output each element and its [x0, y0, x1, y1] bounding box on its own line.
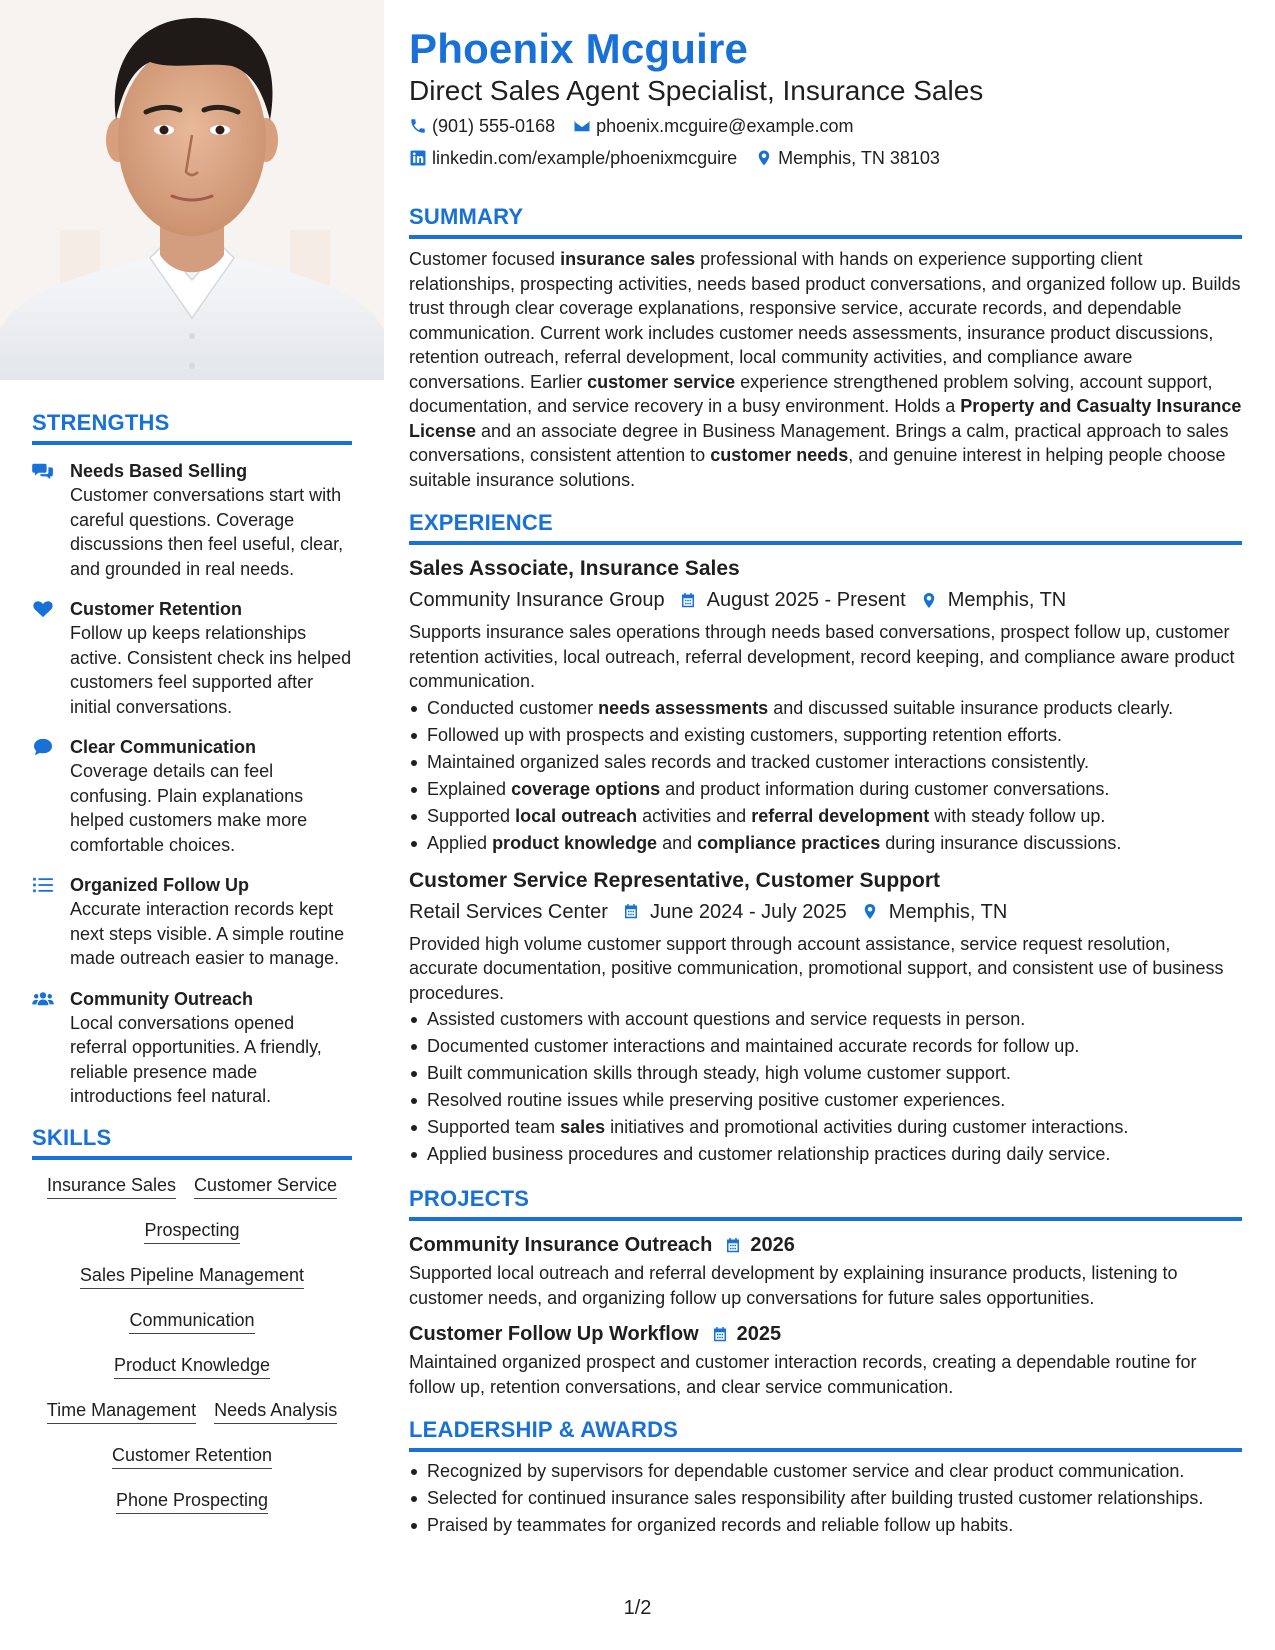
job-entry: [409, 555, 1242, 857]
list-item: Applied business procedures and customer relationship practices during daily service.: [409, 1141, 1242, 1168]
envelope-icon: [573, 117, 591, 135]
strength-title: Clear Communication: [70, 737, 257, 757]
strength-description: Accurate interaction records kept next steps visible. A simple routine made outreach easier to manage.: [70, 899, 345, 968]
job-entry: [409, 867, 1242, 1169]
main-content: [409, 24, 1242, 1539]
summary-section: [409, 204, 1242, 492]
skill-tag: Insurance Sales: [47, 1174, 176, 1199]
list-item: Resolved routine issues while preserving positive customer experiences.: [409, 1087, 1242, 1114]
list-item: Supported local outreach activities and referral development with steady follow up.: [409, 803, 1242, 830]
contact-row: [409, 114, 1242, 138]
project-entry: [409, 1320, 1242, 1399]
project-title-row: [409, 1231, 1242, 1259]
list-item: Conducted customer needs assessments and discussed suitable insurance products clearly.: [409, 695, 1242, 722]
project-title: Community Insurance Outreach: [409, 1234, 713, 1256]
strength-item: [32, 987, 352, 1109]
list-item: Selected for continued insurance sales responsibility after building trusted customer relationships.: [409, 1485, 1242, 1512]
strength-item: [32, 873, 352, 971]
job-meta: [409, 898, 1242, 926]
strength-title: Customer Retention: [70, 599, 243, 619]
list-item: Built communication skills through steady, high volume customer support.: [409, 1060, 1242, 1087]
project-year: 2026: [750, 1234, 795, 1256]
location-text: Memphis, TN 38103: [778, 148, 940, 168]
job-location: Memphis, TN: [888, 900, 1008, 923]
skill-tag: Customer Service: [194, 1174, 337, 1199]
skills-list: [32, 1174, 352, 1534]
strength-item: [32, 597, 352, 719]
awards-list: [409, 1458, 1242, 1539]
skill-tag: Sales Pipeline Management: [80, 1264, 304, 1289]
awards-heading: LEADERSHIP & AWARDS: [409, 1417, 679, 1442]
job-dates: June 2024 - July 2025: [649, 900, 847, 923]
job-description: Supports insurance sales operations through needs based conversations, prospect follow up, customer retention activities, local outreach, referral development, record keeping, and compliance aware product communication.: [409, 622, 1235, 691]
job-bullets: [409, 1006, 1242, 1168]
contact-row: [409, 146, 1242, 170]
job-description: Provided high volume customer support through account assistance, service request resolution, accurate documentation, positive communication, promotional support, and consistent use of business procedures.: [409, 933, 1224, 1003]
map-pin-icon: [920, 591, 938, 610]
job-location: Memphis, TN: [947, 589, 1067, 611]
experience-divider: [409, 541, 1242, 545]
skill-tag: Prospecting: [144, 1219, 239, 1244]
strength-description: Coverage details can feel confusing. Plain explanations helped customers make more comfortable choices.: [70, 761, 308, 855]
experience-section: [409, 510, 1242, 1168]
strength-item: [32, 459, 352, 581]
summary-text: Customer focused insurance sales professional with hands on experience supporting client relationships, prospecting activities, needs based product conversations, and organized follow up. Builds trust through clear coverage explanations, responsive service, accurate records, and dependable communication. Current work includes customer needs assessments, insurance product discussions, retention outreach, referral development, local community activities, and compliance aware conversations. Earlier customer service experience strengthened problem solving, account support, documentation, and service recovery in a busy environment. Holds a Property and Casualty Insurance License and an associate degree in Business Management. Brings a calm, practical approach to sales conversations, consistent attention to customer needs, and genuine interest in helping people choose suitable insurance solutions.: [409, 249, 1242, 490]
strengths-heading: STRENGTHS: [32, 410, 170, 435]
sidebar: [32, 410, 352, 1534]
strength-description: Follow up keeps relationships active. Consistent check ins helped customers feel supported after initial conversations.: [70, 623, 352, 717]
project-title: Customer Follow Up Workflow: [409, 1323, 699, 1345]
candidate-role: Direct Sales Agent Specialist, Insurance Sales: [409, 75, 984, 106]
linkedin-contact[interactable]: [409, 146, 737, 170]
linkedin-url: linkedin.com/example/phoenixmcguire: [432, 148, 738, 168]
strength-title: Needs Based Selling: [70, 461, 248, 481]
skill-tag: Communication: [129, 1309, 254, 1334]
candidate-name: Phoenix Mcguire: [409, 25, 749, 72]
phone-contact[interactable]: [409, 114, 555, 138]
strength-item: [32, 735, 352, 857]
project-description: Supported local outreach and referral development by explaining insurance products, listening to customer needs, and organizing follow up conversations for future sales opportunities.: [409, 1263, 1178, 1308]
skill-tag: Needs Analysis: [214, 1399, 337, 1424]
job-company: Community Insurance Group: [409, 589, 665, 611]
project-description: Maintained organized prospect and customer interaction records, creating a dependable routine for follow up, retention conversations, and clear service communication.: [409, 1352, 1197, 1397]
strength-title: Organized Follow Up: [70, 875, 249, 895]
list-item: Maintained organized sales records and tracked customer interactions consistently.: [409, 749, 1242, 776]
comments-icon: [32, 459, 70, 581]
projects-section: [409, 1186, 1242, 1399]
list-icon: [32, 873, 70, 971]
projects-divider: [409, 1217, 1242, 1221]
calendar-icon: [622, 902, 640, 921]
skills-heading: SKILLS: [32, 1124, 112, 1150]
list-item: Documented customer interactions and maintained accurate records for follow up.: [409, 1033, 1242, 1060]
page-number: 1/2: [623, 1597, 652, 1619]
skill-tag: Product Knowledge: [114, 1354, 270, 1379]
phone-number: (901) 555-0168: [432, 116, 556, 136]
job-title: Sales Associate, Insurance Sales: [409, 557, 740, 580]
project-entry: [409, 1231, 1242, 1310]
summary-heading: SUMMARY: [409, 204, 524, 229]
list-item: Praised by teammates for organized records and reliable follow up habits.: [409, 1512, 1242, 1539]
email-contact[interactable]: [573, 114, 853, 138]
skill-tag: Customer Retention: [112, 1444, 272, 1469]
job-company: Retail Services Center: [409, 900, 608, 923]
list-item: Recognized by supervisors for dependable customer service and clear product communication.: [409, 1458, 1242, 1485]
summary-divider: [409, 235, 1242, 239]
skills-divider: [32, 1156, 352, 1160]
list-item: Explained coverage options and product information during customer conversations.: [409, 776, 1242, 803]
map-pin-icon: [861, 902, 879, 921]
awards-section: [409, 1417, 1242, 1539]
skill-tag: Time Management: [47, 1399, 196, 1424]
map-pin-icon: [755, 149, 773, 167]
phone-icon: [409, 117, 427, 135]
project-title-row: [409, 1320, 1242, 1348]
heart-icon: [32, 597, 70, 719]
skill-tag: Phone Prospecting: [116, 1489, 268, 1514]
email-address: phoenix.mcguire@example.com: [596, 116, 854, 136]
calendar-icon: [724, 1236, 742, 1255]
profile-photo: [0, 0, 384, 380]
location-contact: [755, 146, 940, 170]
strength-description: Customer conversations start with careful questions. Coverage discussions then feel useful, clear, and grounded in real needs.: [70, 485, 344, 579]
strength-title: Community Outreach: [70, 988, 254, 1009]
list-item: Followed up with prospects and existing customers, supporting retention efforts.: [409, 722, 1242, 749]
calendar-icon: [711, 1325, 729, 1344]
job-bullets: [409, 695, 1242, 857]
awards-divider: [409, 1448, 1242, 1452]
strengths-list: [32, 459, 352, 1109]
users-icon: [32, 987, 70, 1109]
job-dates: August 2025 - Present: [706, 589, 906, 611]
list-item: Assisted customers with account questions and service requests in person.: [409, 1006, 1242, 1033]
strength-description: Local conversations opened referral opportunities. A friendly, reliable presence made introductions feel natural.: [70, 1012, 322, 1106]
strengths-divider: [32, 441, 352, 445]
list-item: Applied product knowledge and compliance practices during insurance discussions.: [409, 830, 1242, 857]
job-title: Customer Service Representative, Customer Support: [409, 868, 940, 892]
list-item: Supported team sales initiatives and promotional activities during customer interactions.: [409, 1114, 1242, 1141]
experience-heading: EXPERIENCE: [409, 510, 553, 535]
project-year: 2025: [736, 1323, 782, 1345]
calendar-icon: [679, 591, 697, 610]
linkedin-icon: [409, 149, 427, 167]
job-meta: [409, 586, 1242, 614]
comment-icon: [32, 735, 70, 857]
projects-heading: PROJECTS: [409, 1186, 530, 1211]
